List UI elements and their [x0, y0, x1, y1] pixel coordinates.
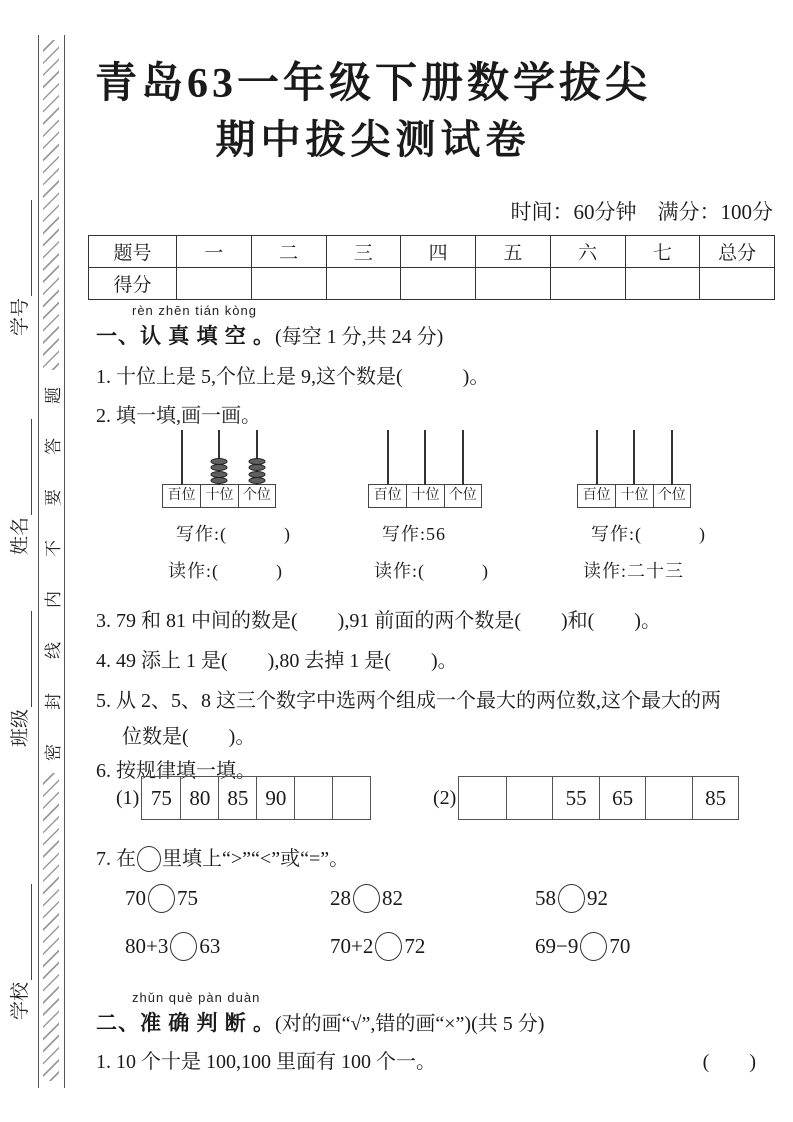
grid-cell-empty — [294, 777, 332, 819]
blank-line — [30, 419, 32, 515]
question-5-line1: 5. 从 2、5、8 这三个数字中选两个组成一个最大的两位数,这个最大的两 — [96, 690, 721, 712]
score-header-cell: 七 — [625, 236, 700, 268]
student-name-label — [8, 385, 32, 555]
abacus-rod-slot — [369, 430, 407, 484]
abacus-rod-slot — [163, 430, 201, 484]
question-3: 3. 79 和 81 中间的数是( ),91 前面的两个数是( )和( )。 — [96, 610, 661, 632]
section2-heading-bold: 二、准 确 判 断 。 — [96, 1011, 275, 1035]
number-sequence-grid-2 — [433, 776, 739, 820]
compare-circle-icon — [148, 884, 175, 913]
compare-left: 58 — [535, 886, 556, 910]
abacus-group-3 — [577, 430, 747, 583]
grid-cell: 75 — [150, 785, 172, 810]
question-1: 1. 十位上是 5,个位上是 9,这个数是( )。 — [96, 366, 490, 388]
number-sequence-grid-1 — [116, 776, 371, 820]
score-cell-empty — [251, 268, 326, 300]
abacus-rod — [424, 430, 426, 485]
compare-right: 92 — [587, 886, 608, 910]
score-row-label: 得分 — [89, 268, 177, 300]
side-label-text: 学号 — [10, 297, 31, 336]
abacus-group-1 — [162, 430, 332, 583]
section1-pinyin: rèn zhēn tián kòng — [132, 303, 257, 318]
place-value-hundreds: 百位 — [582, 488, 611, 503]
abacus-rod — [596, 430, 598, 485]
place-value-ones: 个位 — [444, 485, 481, 507]
section2-note: (对的画“√”,错的画“×”)(共 5 分) — [275, 1013, 545, 1035]
score-header-cell: 四 — [401, 236, 476, 268]
judge-question-text: 1. 10 个十是 100,100 里面有 100 个一。 — [96, 1051, 436, 1073]
abacus-rod-slot — [578, 430, 616, 484]
grid-cell: 90 — [256, 777, 294, 819]
school-label — [8, 850, 32, 1020]
abacus-rod — [387, 430, 389, 485]
place-value-ones: 个位 — [238, 485, 275, 507]
score-cell-empty — [326, 268, 401, 300]
compare-circle-icon — [558, 884, 585, 913]
class-label — [8, 577, 32, 747]
hatch-marks — [43, 40, 59, 370]
abacus-rod-slot — [201, 430, 239, 484]
score-header-cell: 总分 — [700, 236, 775, 268]
blank-line — [30, 200, 32, 296]
write-as-line: 写作:( ) — [176, 524, 291, 544]
score-header-cell: 题号 — [89, 236, 177, 268]
time-score-info: 时间：60分钟 满分：100分 — [510, 200, 773, 224]
compare-right: 70 — [609, 934, 631, 958]
section1-note: (每空 1 分,共 24 分) — [275, 326, 444, 348]
grid-cell: 85 — [692, 777, 739, 819]
side-label-text: 学校 — [10, 981, 31, 1020]
number-grid — [141, 776, 371, 820]
score-cell-empty — [550, 268, 625, 300]
write-as-line: 写作:( ) — [591, 524, 706, 544]
grid-cell-empty — [506, 777, 553, 819]
number-grid — [458, 776, 739, 820]
place-value-box — [162, 484, 276, 508]
abacus-rod-slot — [444, 430, 482, 484]
abacus-bead — [211, 464, 228, 471]
seal-char: 密 — [44, 744, 63, 761]
compare-circle-icon — [353, 884, 380, 913]
seal-char: 答 — [44, 438, 63, 455]
compare-circle-icon — [375, 932, 402, 961]
score-cell-empty — [625, 268, 700, 300]
question-7 — [96, 842, 349, 872]
grid-tag: (1) — [116, 786, 140, 809]
place-value-box — [577, 484, 691, 508]
paper-title — [88, 56, 658, 167]
place-value-box — [368, 484, 482, 508]
seal-char: 题 — [44, 387, 63, 404]
question-7-pre: 7. 在 — [96, 848, 136, 870]
abacus-rods — [578, 430, 747, 484]
read-as-line: 读作:二十三 — [583, 561, 685, 581]
abacus-rods — [163, 430, 332, 484]
abacus-beads — [248, 458, 265, 484]
seal-char: 线 — [44, 642, 63, 659]
grid-tag: (2) — [433, 786, 457, 809]
grid-cell: 80 — [180, 777, 218, 819]
abacus-beads — [211, 458, 228, 484]
compare-circle-icon — [137, 846, 161, 872]
abacus-rod — [181, 430, 183, 485]
compare-left: 69−9 — [535, 934, 579, 958]
abacus-group-2 — [368, 430, 538, 583]
question-7-post: 里填上“>”“<”或“=”。 — [162, 848, 350, 870]
abacus-rod-slot — [238, 430, 276, 484]
abacus-bead — [248, 464, 265, 471]
score-cell-empty — [177, 268, 252, 300]
paper-title-line1: 青岛63一年级下册数学拔尖 — [94, 61, 651, 107]
section2-pinyin: zhǔn què pàn duàn — [132, 990, 261, 1005]
abacus-bead — [211, 477, 228, 484]
side-label-text: 班级 — [10, 708, 31, 747]
compare-item-4 — [125, 932, 220, 961]
compare-left: 28 — [330, 886, 351, 910]
grid-cell-empty — [645, 777, 692, 819]
score-table-score-row — [89, 268, 775, 300]
question-5-line2: 位数是( )。 — [122, 726, 256, 748]
section1-heading-bold: 一、认 真 填 空 。 — [96, 324, 275, 348]
abacus-rod — [671, 430, 673, 485]
compare-right: 75 — [177, 886, 198, 910]
place-value-tens: 十位 — [406, 485, 443, 507]
abacus-rods — [369, 430, 538, 484]
abacus-rod-slot — [653, 430, 691, 484]
place-value-tens: 十位 — [200, 485, 237, 507]
hatch-marks — [43, 773, 59, 1081]
question-2: 2. 填一填,画一画。 — [96, 405, 261, 427]
abacus-rod — [633, 430, 635, 485]
abacus-rod-slot — [616, 430, 654, 484]
compare-circle-icon — [580, 932, 607, 961]
seal-char: 封 — [44, 693, 63, 710]
paper-content — [88, 0, 775, 1122]
grid-cell: 65 — [599, 777, 646, 819]
score-header-cell: 三 — [326, 236, 401, 268]
blank-line — [30, 884, 32, 980]
section2-heading — [96, 1007, 544, 1037]
section1-heading — [96, 320, 443, 350]
compare-left: 80+3 — [125, 934, 169, 958]
compare-right: 63 — [199, 934, 221, 958]
score-table-header-row — [89, 236, 775, 268]
score-header-cell: 一 — [177, 236, 252, 268]
place-value-hundreds: 百位 — [373, 488, 402, 503]
grid-cell: 55 — [552, 777, 599, 819]
compare-right: 82 — [382, 886, 403, 910]
abacus-rod-slot — [407, 430, 445, 484]
abacus-bead — [248, 477, 265, 484]
score-header-cell: 六 — [550, 236, 625, 268]
compare-item-5 — [330, 932, 425, 961]
seal-char: 内 — [44, 591, 63, 608]
judge-answer-blank: ( ) — [702, 1051, 756, 1073]
grid-cell: 85 — [218, 777, 256, 819]
student-id-label — [8, 166, 32, 336]
seal-char: 要 — [44, 489, 63, 506]
score-header-cell: 二 — [251, 236, 326, 268]
score-header-cell: 五 — [476, 236, 551, 268]
abacus-rod — [462, 430, 464, 485]
side-label-text: 姓名 — [10, 516, 31, 555]
paper-title-line2: 期中拔尖测试卷 — [215, 116, 531, 162]
read-as-line: 读作:( ) — [168, 561, 283, 581]
score-cell-empty — [401, 268, 476, 300]
question-6: 6. 按规律填一填。 — [96, 760, 256, 782]
compare-left: 70+2 — [330, 934, 374, 958]
score-cell-empty — [700, 268, 775, 300]
compare-circle-icon — [170, 932, 197, 961]
grid-cell-empty — [332, 777, 370, 819]
score-table — [88, 235, 775, 300]
place-value-hundreds: 百位 — [167, 488, 196, 503]
compare-item-2 — [330, 884, 403, 913]
compare-left: 70 — [125, 886, 146, 910]
seal-char: 不 — [44, 540, 63, 557]
binding-seal-strip — [38, 35, 65, 1088]
blank-line — [30, 611, 32, 707]
judge-question-1 — [96, 1045, 756, 1074]
read-as-line: 读作:( ) — [374, 561, 489, 581]
compare-item-6 — [535, 932, 630, 961]
score-cell-empty — [476, 268, 551, 300]
write-as-line: 写作:56 — [382, 524, 447, 544]
grid-cell-empty — [459, 777, 506, 819]
question-4: 4. 49 添上 1 是( ),80 去掉 1 是( )。 — [96, 650, 458, 672]
place-value-tens: 十位 — [615, 485, 652, 507]
compare-item-3 — [535, 884, 608, 913]
compare-item-1 — [125, 884, 198, 913]
place-value-ones: 个位 — [653, 485, 690, 507]
compare-right: 72 — [404, 934, 426, 958]
